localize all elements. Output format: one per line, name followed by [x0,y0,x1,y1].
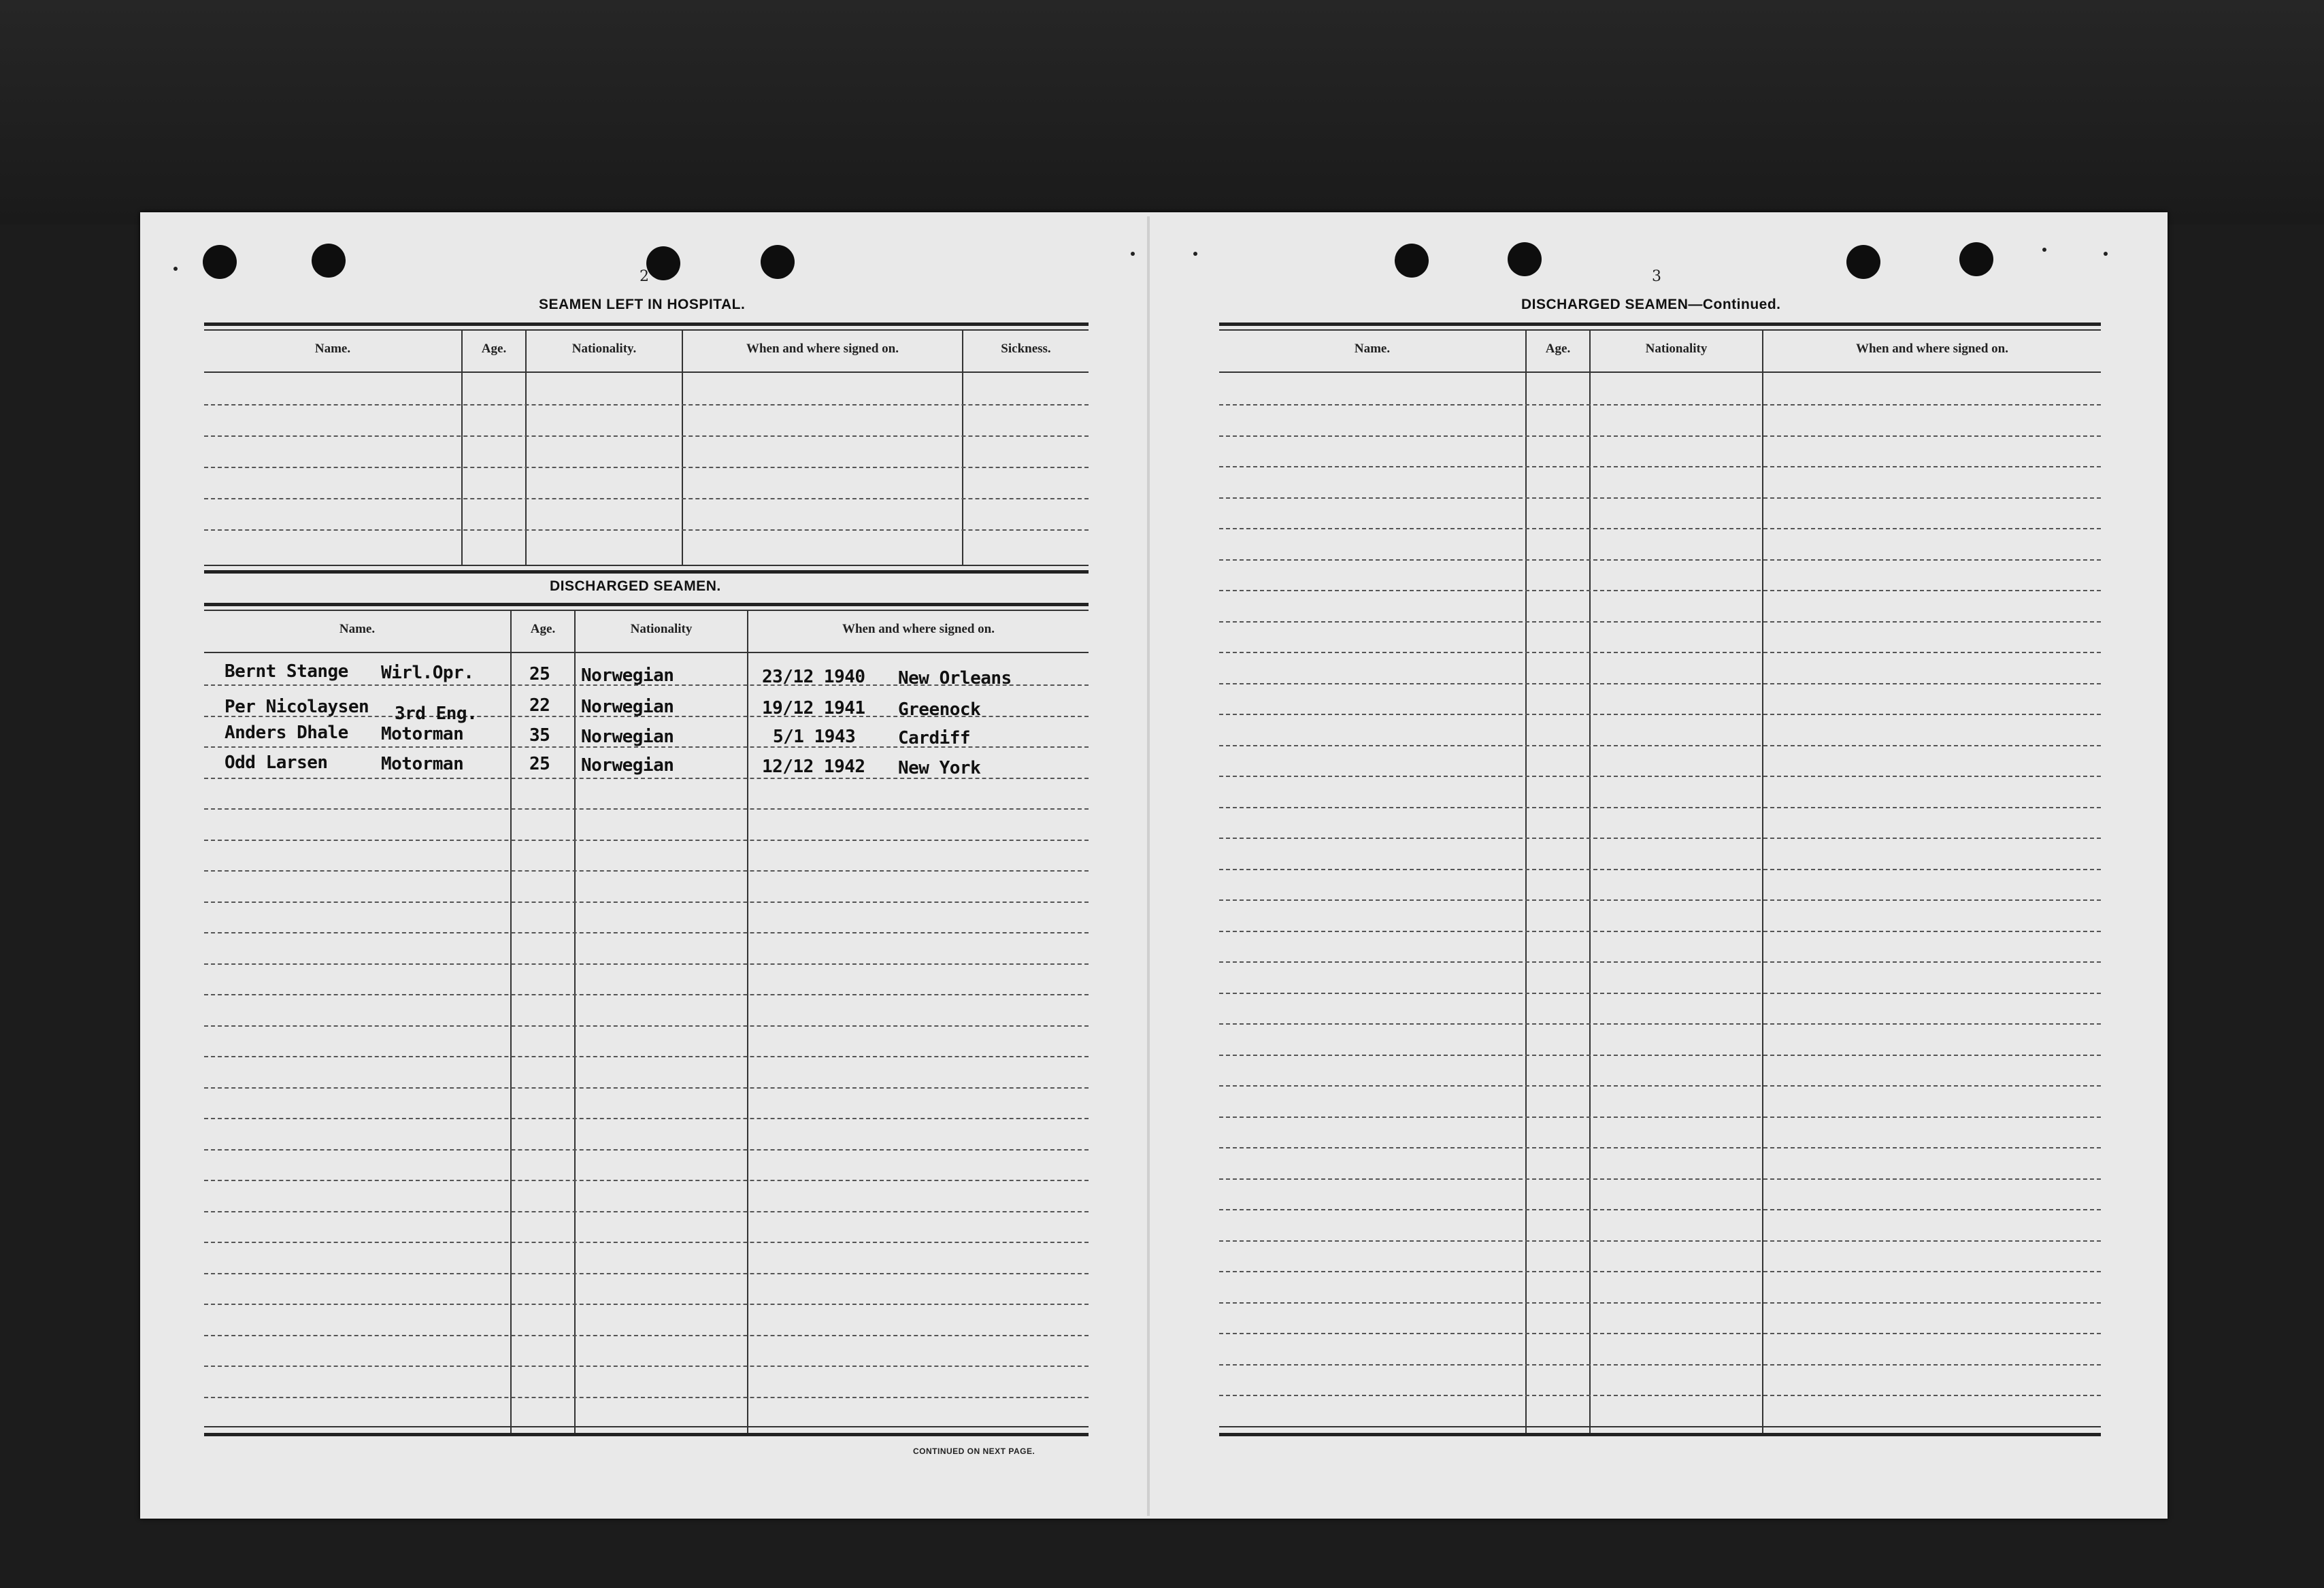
punch-hole [203,245,237,279]
ruled-line [1219,528,2101,529]
ruled-line [204,1180,1089,1181]
seaman-rank: Motorman [381,724,464,744]
ruled-line [204,1397,1089,1398]
ruled-line [1219,1271,2101,1272]
rule [1219,1426,2101,1427]
ruled-line [1219,869,2101,870]
ruled-line [1219,1055,2101,1056]
ruled-line [204,529,1089,531]
ruled-line [1219,776,2101,777]
ruled-line [204,1056,1089,1057]
rule [204,371,1089,373]
ruled-line [204,1335,1089,1336]
ruled-line [1219,993,2101,994]
continued-header-signed-on: When and where signed on. [1855,342,2008,356]
discharged-section-title: DISCHARGED SEAMEN. [550,578,721,594]
ruled-line [204,808,1089,810]
ruled-line [1219,807,2101,808]
rule [204,1426,1089,1427]
continued-header-age: Age. [1545,342,1571,356]
column-divider [1762,329,1763,1433]
ruled-line [1219,1116,2101,1118]
ruled-line [204,404,1089,406]
column-divider [1589,329,1591,1433]
discharged-header-nationality: Nationality [630,622,693,636]
ruled-line [1219,466,2101,467]
seaman-rank: Motorman [381,754,464,774]
seaman-age: 35 [529,725,550,746]
ruled-line [204,1273,1089,1274]
signed-on-place: Cardiff [898,728,971,748]
speck [1193,252,1197,256]
continued-header-name: Name. [1354,342,1391,356]
ruled-line [1219,1395,2101,1396]
hospital-section-title: SEAMEN LEFT IN HOSPITAL. [539,297,746,312]
ruled-line [1219,1178,2101,1180]
discharged-continued-title: DISCHARGED SEAMEN—Continued. [1521,297,1781,312]
ruled-line [204,1211,1089,1212]
rule [204,565,1089,566]
discharged-header-name: Name. [339,622,376,636]
column-divider [574,610,576,1433]
seaman-name: Anders Dhale [225,723,348,743]
rule [204,329,1089,331]
hospital-header-age: Age. [481,342,507,356]
ruled-line [1219,497,2101,499]
rule [1219,1433,2101,1436]
signed-on-date: 23/12 1940 [762,667,865,687]
seaman-age: 22 [529,695,550,716]
signed-on-place: Greenock [898,699,981,720]
seaman-nationality: Norwegian [581,755,674,776]
ruled-line [204,994,1089,995]
hospital-header-nationality: Nationality. [571,342,637,356]
ruled-line [1219,714,2101,715]
punch-hole [312,244,346,278]
ruled-line [204,932,1089,933]
column-divider [1525,329,1527,1433]
discharged-header-age: Age. [530,622,556,636]
ruled-line [1219,404,2101,406]
rule [204,610,1089,611]
page-number-left: 2 [640,268,649,285]
column-divider [510,610,512,1433]
ruled-line [204,1149,1089,1151]
ruled-line [1219,745,2101,746]
register-spread [140,212,2168,1519]
rule [1219,329,2101,331]
ruled-line [1219,621,2101,623]
rule [1219,371,2101,373]
rule [1219,322,2101,326]
ruled-line [1219,1333,2101,1334]
rule [204,652,1089,653]
ruled-line [1219,1085,2101,1087]
ruled-line [1219,683,2101,684]
ruled-line [1219,590,2101,591]
ruled-line [204,1242,1089,1243]
hospital-header-name: Name. [314,342,351,356]
seaman-nationality: Norwegian [581,727,674,747]
hospital-header-signed-on: When and where signed on. [746,342,899,356]
punch-hole [1959,242,1993,276]
signed-on-date: 12/12 1942 [762,757,865,777]
seaman-rank: 3rd Eng. [395,704,478,724]
seaman-nationality: Norwegian [581,697,674,717]
discharged-header-signed-on: When and where signed on. [842,622,995,636]
ruled-line [1219,1147,2101,1148]
seaman-name: Bernt Stange [225,661,348,682]
seaman-name: Per Nicolaysen [225,697,369,717]
page-number-right: 3 [1652,268,1661,285]
signed-on-place: New Orleans [898,668,1012,689]
ruled-line [1219,559,2101,561]
punch-hole [761,245,795,279]
ruled-line [1219,899,2101,901]
punch-hole [646,246,680,280]
seaman-age: 25 [529,754,550,774]
column-divider [747,610,748,1433]
rule [204,1433,1089,1436]
signed-on-date: 5/1 1943 [773,727,856,747]
center-fold [1147,216,1150,1516]
seaman-name: Odd Larsen [225,752,328,773]
punch-hole [1395,244,1429,278]
ruled-line [204,1087,1089,1089]
ruled-line [204,1304,1089,1305]
ruled-line [204,963,1089,965]
ruled-line [1219,1209,2101,1210]
hospital-header-sickness: Sickness. [1001,342,1051,356]
ruled-line [204,870,1089,872]
seaman-rank: Wirl.Opr. [381,663,474,683]
punch-hole [1508,242,1542,276]
ruled-line [1219,652,2101,653]
ruled-line [204,840,1089,841]
ruled-line [204,435,1089,437]
seaman-nationality: Norwegian [581,665,674,686]
ruled-line [204,1366,1089,1367]
rule [204,603,1089,606]
rule [204,570,1089,574]
speck [173,267,178,271]
ruled-line [1219,435,2101,437]
rule [204,322,1089,326]
ruled-line [1219,1302,2101,1304]
ruled-line [1219,1240,2101,1242]
speck [2104,252,2108,256]
ruled-line [204,1118,1089,1119]
ruled-line [1219,1023,2101,1025]
scanner-background [0,0,2324,225]
ruled-line [204,901,1089,903]
ruled-line [1219,961,2101,963]
ruled-line [1219,838,2101,839]
speck [1131,252,1135,256]
ruled-line [1219,1364,2101,1366]
ruled-line [204,1025,1089,1027]
signed-on-place: New York [898,758,981,778]
punch-hole [1846,245,1880,279]
ruled-line [204,467,1089,468]
ruled-line [204,498,1089,499]
ruled-line [1219,931,2101,932]
signed-on-date: 19/12 1941 [762,698,865,718]
continued-header-nationality: Nationality [1645,342,1708,356]
seaman-age: 25 [529,664,550,684]
continued-note: CONTINUED ON NEXT PAGE. [913,1446,1035,1456]
speck [2042,248,2046,252]
